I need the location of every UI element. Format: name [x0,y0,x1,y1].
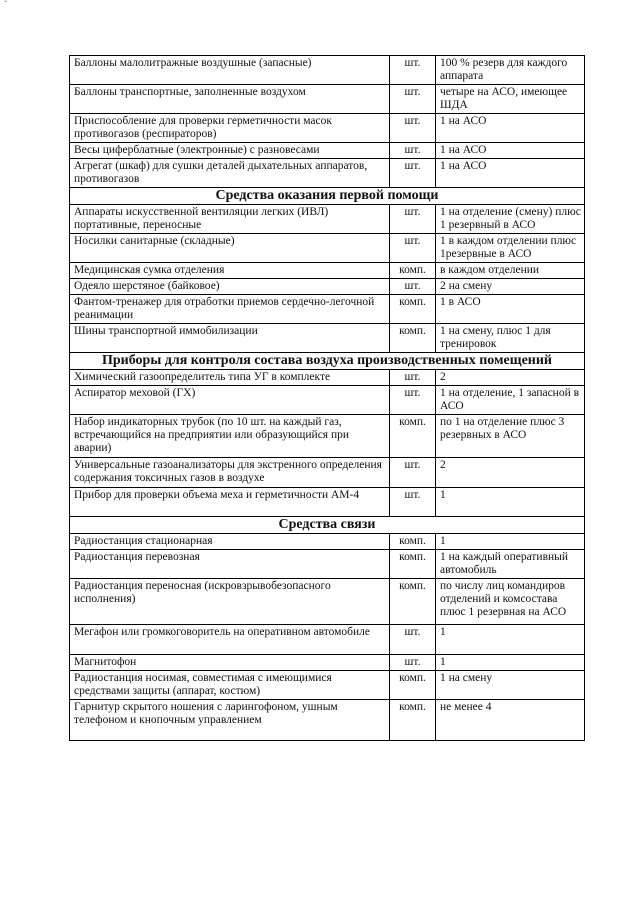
item-name-cell: Магнитофон [70,655,390,671]
quantity-cell: 1 на АСО [436,159,585,188]
quantity-cell: по числу лиц командиров отделений и комсостава плюс 1 резервная на АСО [436,579,585,625]
unit-cell: шт. [390,386,436,415]
item-name-cell: Химический газоопределитель типа УГ в комплекте [70,370,390,386]
quantity-cell: не менее 4 [436,700,585,741]
quantity-cell: 1 на АСО [436,114,585,143]
equipment-table-container [69,55,584,741]
quantity-cell: 1 на отделение (смену) плюс 1 резервный в АСО [436,205,585,234]
unit-cell: шт. [390,205,436,234]
quantity-cell: 2 [436,458,585,488]
section-header: Средства оказания первой помощи [70,188,585,205]
table-row [70,234,585,263]
quantity-cell: 1 в АСО [436,295,585,324]
unit-cell: комп. [390,263,436,279]
unit-cell: комп. [390,534,436,550]
unit-cell: шт. [390,625,436,655]
table-row [70,700,585,741]
quantity-cell: по 1 на отделение плюс 3 резервных в АСО [436,415,585,458]
unit-cell: шт. [390,114,436,143]
table-row [70,205,585,234]
item-name-cell: Универсальные газоанализаторы для экстренного определения содержания токсичных газов в воздухе [70,458,390,488]
table-row [70,625,585,655]
item-name-cell: Шины транспортной иммобилизации [70,324,390,353]
unit-cell: шт. [390,234,436,263]
item-name-cell: Фантом-тренажер для отработки приемов сердечно-легочной реанимации [70,295,390,324]
unit-cell: комп. [390,579,436,625]
table-row [70,488,585,517]
table-row [70,143,585,159]
item-name-cell: Радиостанция стационарная [70,534,390,550]
section-header: Приборы для контроля состава воздуха производственных помещений [70,353,585,370]
table-row [70,279,585,295]
item-name-cell: Баллоны малолитражные воздушные (запасные) [70,56,390,85]
quantity-cell: 1 на АСО [436,143,585,159]
section-header-row [70,517,585,534]
item-name-cell: Аспиратор меховой (ГХ) [70,386,390,415]
item-name-cell: Радиостанция носимая, совместимая с имеющимися средствами защиты (аппарат, костюм) [70,671,390,700]
table-row [70,159,585,188]
quantity-cell: 1 на смену, плюс 1 для тренировок [436,324,585,353]
table-row [70,671,585,700]
section-header-row [70,353,585,370]
quantity-cell: 1 на смену [436,671,585,700]
item-name-cell: Гарнитур скрытого ношения с ларингофоном, ушным телефоном и кнопочным управлением [70,700,390,741]
unit-cell: шт. [390,655,436,671]
quantity-cell: 1 [436,488,585,517]
unit-cell: комп. [390,550,436,579]
table-row [70,295,585,324]
item-name-cell: Радиостанция перевозная [70,550,390,579]
item-name-cell: Носилки санитарные (складные) [70,234,390,263]
quantity-cell: 1 на отделение, 1 запасной в АСО [436,386,585,415]
table-row [70,324,585,353]
quantity-cell: 1 [436,625,585,655]
unit-cell: комп. [390,671,436,700]
unit-cell: шт. [390,143,436,159]
unit-cell: комп. [390,700,436,741]
unit-cell: комп. [390,415,436,458]
table-row [70,534,585,550]
quantity-cell: 1 в каждом отделении плюс 1резервные в АСО [436,234,585,263]
item-name-cell: Прибор для проверки объема меха и герметичности АМ-4 [70,488,390,517]
unit-cell: шт. [390,458,436,488]
unit-cell: шт. [390,370,436,386]
unit-cell: шт. [390,488,436,517]
item-name-cell: Приспособление для проверки герметичности масок противогазов (респираторов) [70,114,390,143]
table-row [70,386,585,415]
item-name-cell: Весы циферблатные (электронные) с разновесами [70,143,390,159]
quantity-cell: 1 на каждый оперативный автомобиль [436,550,585,579]
item-name-cell: Баллоны транспортные, заполненные воздухом [70,85,390,114]
unit-cell: шт. [390,85,436,114]
quantity-cell: 2 на смену [436,279,585,295]
item-name-cell: Набор индикаторных трубок (по 10 шт. на каждый газ, встречающийся на предприятии или образующийся при аварии) [70,415,390,458]
unit-cell: шт. [390,279,436,295]
table-row [70,579,585,625]
table-row [70,458,585,488]
quantity-cell: четыре на АСО, имеющее ШДА [436,85,585,114]
item-name-cell: Агрегат (шкаф) для сушки деталей дыхательных аппаратов, противогазов [70,159,390,188]
corner-mark: ˇ [4,0,8,11]
item-name-cell: Аппараты искусственной вентиляции легких (ИВЛ) портативные, переносные [70,205,390,234]
unit-cell: шт. [390,159,436,188]
equipment-table [69,55,585,741]
table-row [70,550,585,579]
table-row [70,263,585,279]
section-header: Средства связи [70,517,585,534]
quantity-cell: 2 [436,370,585,386]
section-header-row [70,188,585,205]
table-row [70,114,585,143]
table-row [70,85,585,114]
quantity-cell: в каждом отделении [436,263,585,279]
item-name-cell: Радиостанция переносная (искровзрывобезопасного исполнения) [70,579,390,625]
item-name-cell: Мегафон или громкоговоритель на оперативном автомобиле [70,625,390,655]
table-row [70,415,585,458]
table-row [70,655,585,671]
item-name-cell: Одеяло шерстяное (байковое) [70,279,390,295]
unit-cell: комп. [390,295,436,324]
quantity-cell: 1 [436,534,585,550]
table-row [70,56,585,85]
table-row [70,370,585,386]
item-name-cell: Медицинская сумка отделения [70,263,390,279]
quantity-cell: 1 [436,655,585,671]
quantity-cell: 100 % резерв для каждого аппарата [436,56,585,85]
unit-cell: шт. [390,56,436,85]
unit-cell: комп. [390,324,436,353]
